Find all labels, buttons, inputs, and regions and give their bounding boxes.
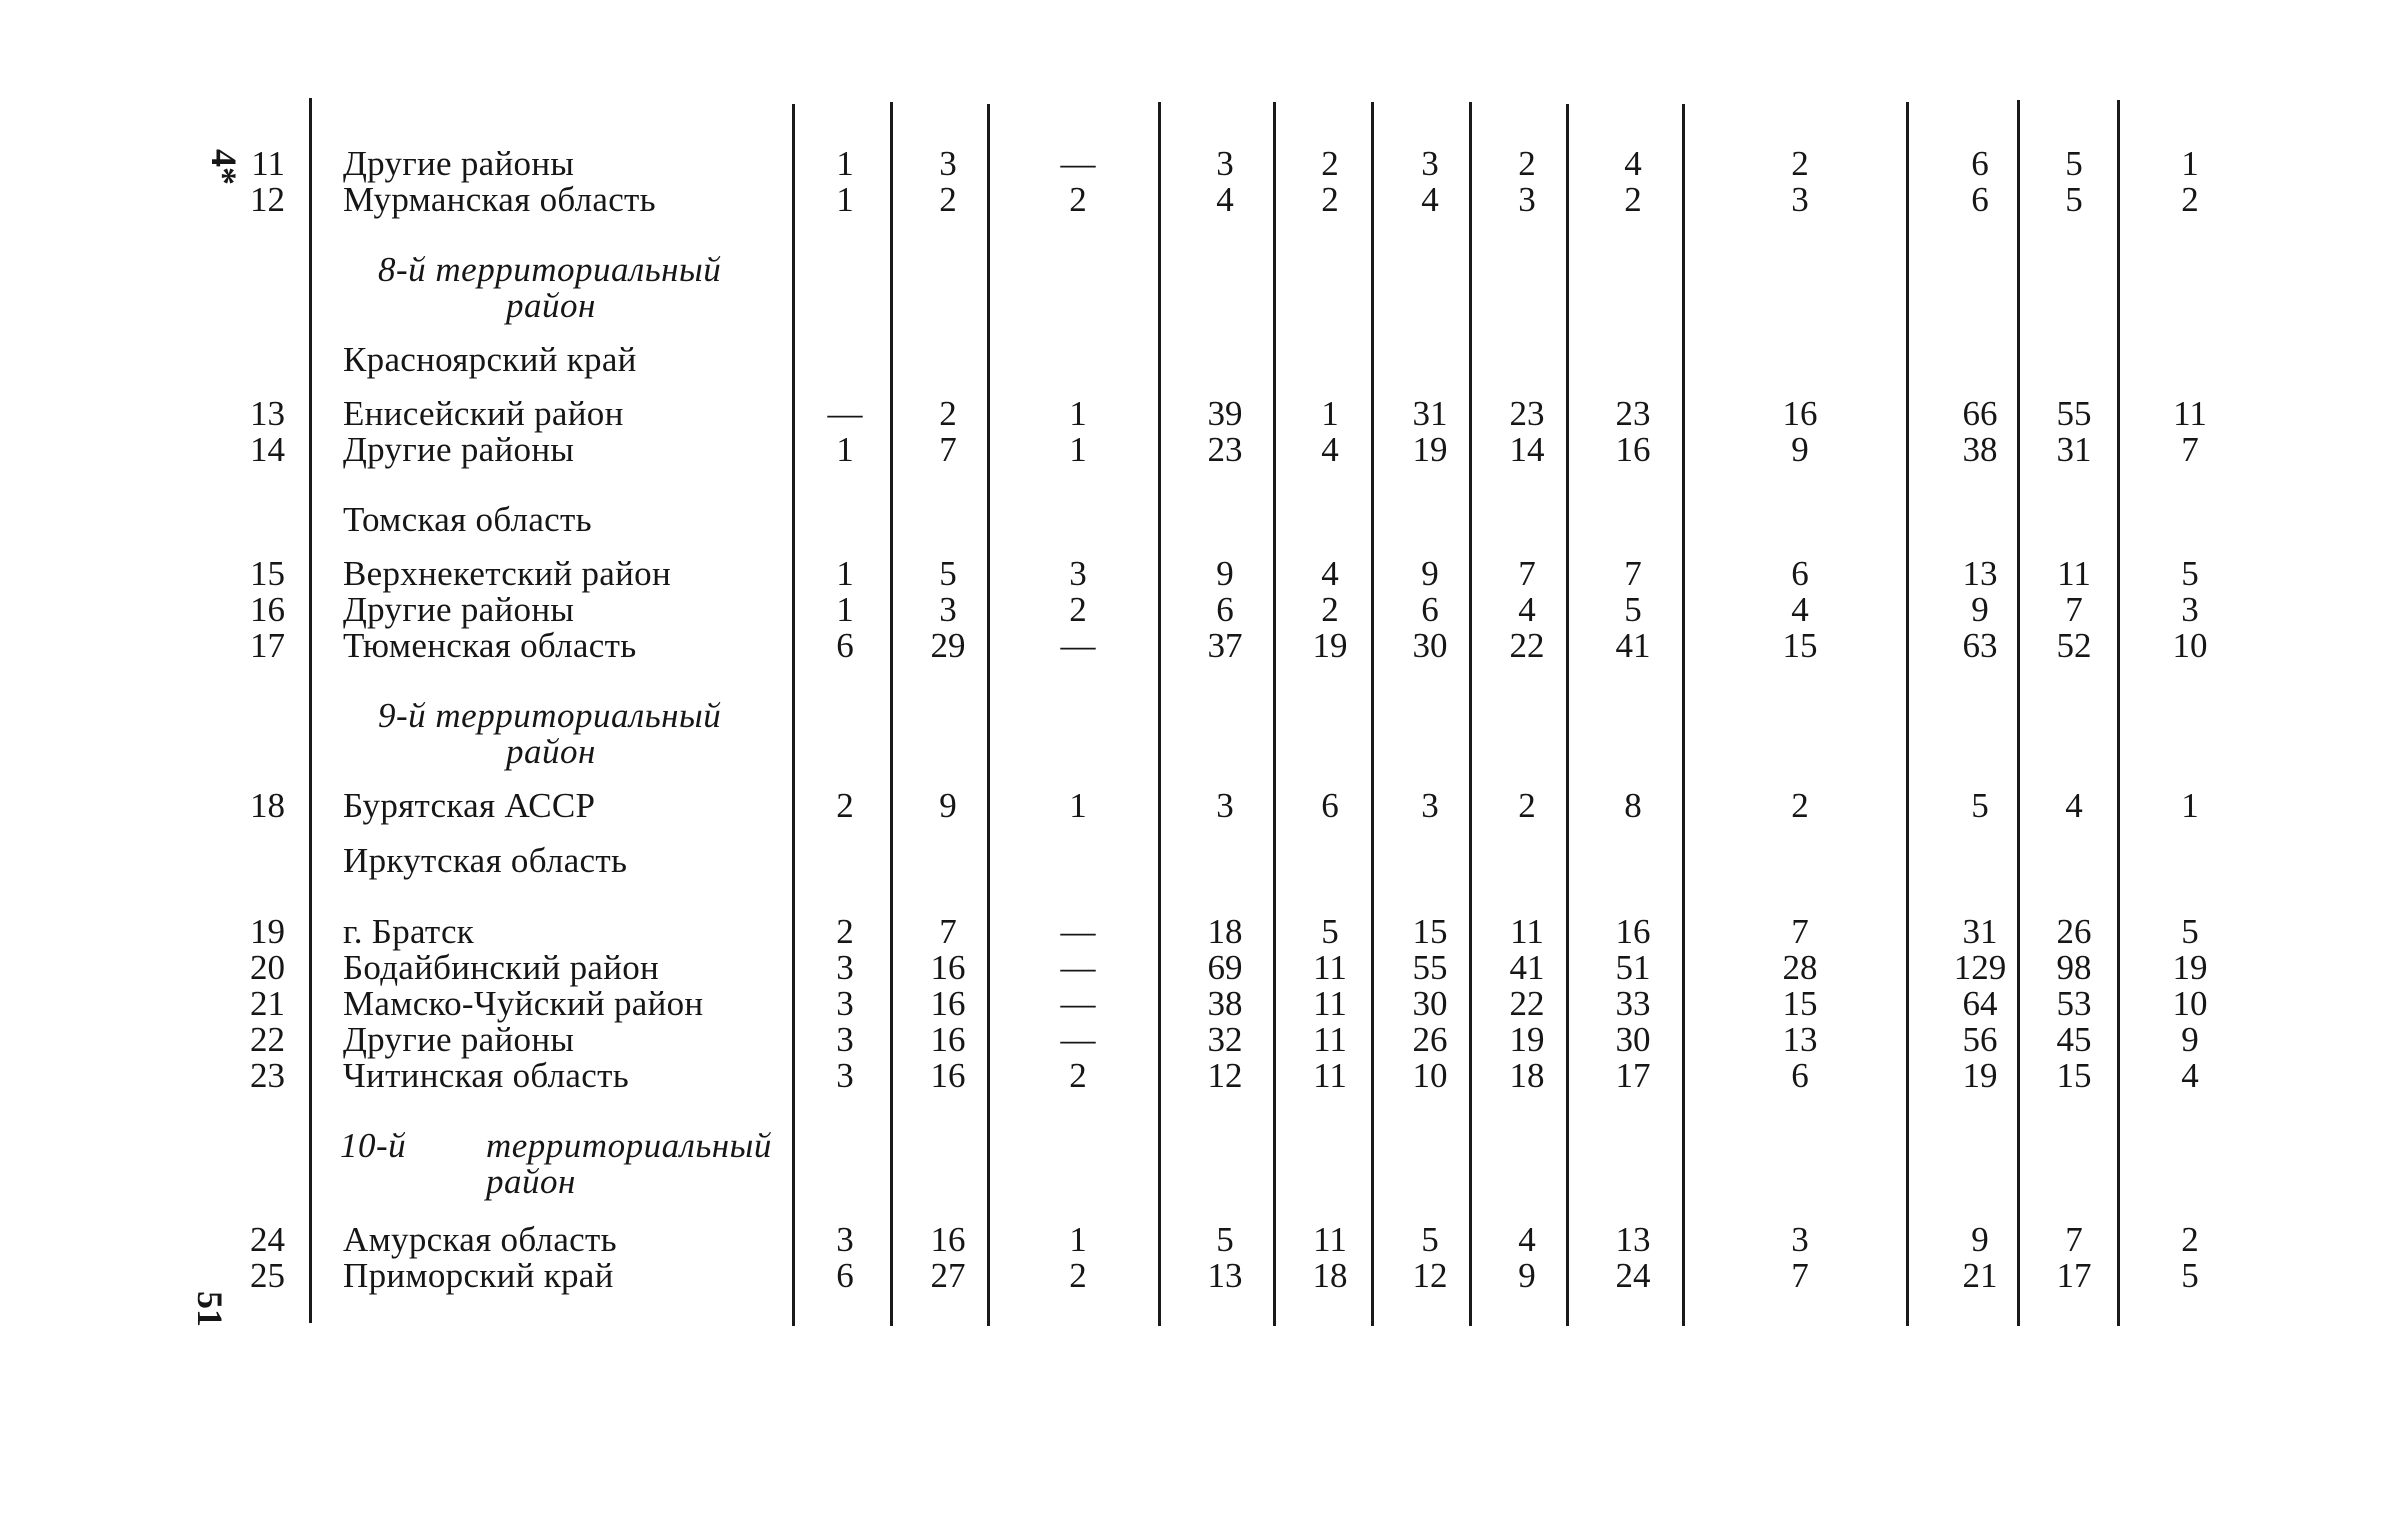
cell-col-9: 15 <box>1782 984 1818 1023</box>
cell-col-4: 38 <box>1207 984 1243 1023</box>
cell-col-2: 2 <box>939 180 957 219</box>
cell-col-11: 55 <box>2056 394 2092 433</box>
cell-col-6: 4 <box>1421 180 1439 219</box>
cell-col-3: 1 <box>1069 430 1087 469</box>
cell-col-4: 12 <box>1207 1056 1243 1095</box>
cell-col-3: 2 <box>1069 590 1087 629</box>
cell-col-12: 1 <box>2181 144 2199 183</box>
cell-col-12: 9 <box>2181 1020 2199 1059</box>
cell-col-7: 41 <box>1509 948 1545 987</box>
signature-marker: 4* <box>204 149 244 185</box>
cell-col-5: 1 <box>1321 394 1339 433</box>
cell-col-8: 41 <box>1615 626 1651 665</box>
row-name: Енисейский район <box>343 394 624 433</box>
cell-col-12: 2 <box>2181 1220 2199 1259</box>
row-number: 14 <box>250 430 285 469</box>
row-name: Бурятская АССР <box>343 786 596 825</box>
cell-col-5: 2 <box>1321 144 1339 183</box>
cell-col-8: 5 <box>1624 590 1642 629</box>
cell-col-1: — <box>827 394 863 433</box>
cell-col-3: 1 <box>1069 394 1087 433</box>
cell-col-9: 16 <box>1782 394 1818 433</box>
cell-col-5: 2 <box>1321 180 1339 219</box>
cell-col-6: 9 <box>1421 554 1439 593</box>
cell-col-2: 16 <box>930 984 966 1023</box>
cell-col-4: 4 <box>1216 180 1234 219</box>
rule-col-3 <box>987 104 990 1326</box>
cell-col-2: 16 <box>930 1220 966 1259</box>
cell-col-11: 52 <box>2056 626 2092 665</box>
cell-col-1: 6 <box>836 626 854 665</box>
cell-col-10: 6 <box>1971 144 1989 183</box>
cell-col-5: 6 <box>1321 786 1339 825</box>
cell-col-2: 9 <box>939 786 957 825</box>
cell-col-7: 22 <box>1509 984 1545 1023</box>
cell-col-8: 4 <box>1624 144 1642 183</box>
row-name: Другие районы <box>343 430 575 469</box>
row-number: 16 <box>250 590 285 629</box>
cell-col-4: 18 <box>1207 912 1243 951</box>
cell-col-10: 9 <box>1971 590 1989 629</box>
cell-col-3: 1 <box>1069 786 1087 825</box>
cell-col-2: 7 <box>939 430 957 469</box>
cell-col-6: 10 <box>1412 1056 1448 1095</box>
cell-col-8: 8 <box>1624 786 1642 825</box>
cell-col-8: 24 <box>1615 1256 1651 1295</box>
cell-col-4: 23 <box>1207 430 1243 469</box>
rule-rownum <box>309 98 312 1323</box>
cell-col-10: 31 <box>1962 912 1998 951</box>
cell-col-10: 5 <box>1971 786 1989 825</box>
row-name: Другие районы <box>343 1020 575 1059</box>
cell-col-8: 7 <box>1624 554 1642 593</box>
cell-col-1: 3 <box>836 984 854 1023</box>
cell-col-1: 3 <box>836 948 854 987</box>
cell-col-9: 6 <box>1791 554 1809 593</box>
cell-col-11: 7 <box>2065 1220 2083 1259</box>
cell-col-10: 66 <box>1962 394 1998 433</box>
cell-col-11: 15 <box>2056 1056 2092 1095</box>
row-number: 12 <box>250 180 285 219</box>
cell-col-3: 1 <box>1069 1220 1087 1259</box>
cell-col-12: 5 <box>2181 912 2199 951</box>
rule-col-1 <box>792 104 795 1326</box>
cell-col-3: — <box>1060 948 1096 987</box>
cell-col-6: 6 <box>1421 590 1439 629</box>
cell-col-2: 2 <box>939 394 957 433</box>
cell-col-6: 3 <box>1421 786 1439 825</box>
cell-col-5: 11 <box>1313 1220 1347 1259</box>
cell-col-9: 13 <box>1782 1020 1818 1059</box>
row-name: г. Братск <box>343 912 475 951</box>
cell-col-5: 11 <box>1313 984 1347 1023</box>
cell-col-3: — <box>1060 1020 1096 1059</box>
cell-col-8: 13 <box>1615 1220 1651 1259</box>
cell-col-10: 9 <box>1971 1220 1989 1259</box>
cell-col-12: 1 <box>2181 786 2199 825</box>
cell-col-9: 9 <box>1791 430 1809 469</box>
row-name: Читинская область <box>343 1056 629 1095</box>
cell-col-3: — <box>1060 984 1096 1023</box>
cell-col-9: 2 <box>1791 144 1809 183</box>
rule-col-4 <box>1158 102 1161 1326</box>
cell-col-10: 19 <box>1962 1056 1998 1095</box>
cell-col-2: 16 <box>930 948 966 987</box>
cell-col-8: 16 <box>1615 912 1651 951</box>
cell-col-10: 129 <box>1953 948 2007 987</box>
row-name: Приморский край <box>343 1256 614 1295</box>
cell-col-12: 4 <box>2181 1056 2199 1095</box>
section-heading-10-number: 10-й <box>340 1126 407 1165</box>
cell-col-7: 22 <box>1509 626 1545 665</box>
row-name: Тюменская область <box>343 626 637 665</box>
rule-col-9 <box>1682 104 1685 1326</box>
cell-col-7: 14 <box>1509 430 1545 469</box>
cell-col-11: 17 <box>2056 1256 2092 1295</box>
cell-col-8: 17 <box>1615 1056 1651 1095</box>
cell-col-11: 4 <box>2065 786 2083 825</box>
rule-col-7 <box>1469 102 1472 1326</box>
cell-col-2: 3 <box>939 590 957 629</box>
section-heading-8-line2: район <box>506 286 596 325</box>
cell-col-7: 9 <box>1518 1256 1536 1295</box>
cell-col-11: 5 <box>2065 144 2083 183</box>
cell-col-10: 38 <box>1962 430 1998 469</box>
cell-col-4: 6 <box>1216 590 1234 629</box>
cell-col-2: 16 <box>930 1020 966 1059</box>
cell-col-10: 64 <box>1962 984 1998 1023</box>
row-name: Бодайбинский район <box>343 948 660 987</box>
cell-col-5: 5 <box>1321 912 1339 951</box>
cell-col-1: 3 <box>836 1220 854 1259</box>
cell-col-4: 13 <box>1207 1256 1243 1295</box>
cell-col-5: 18 <box>1312 1256 1348 1295</box>
cell-col-7: 4 <box>1518 590 1536 629</box>
row-number: 13 <box>250 394 285 433</box>
cell-col-7: 11 <box>1510 912 1544 951</box>
cell-col-11: 26 <box>2056 912 2092 951</box>
cell-col-9: 15 <box>1782 626 1818 665</box>
cell-col-5: 11 <box>1313 1020 1347 1059</box>
cell-col-10: 21 <box>1962 1256 1998 1295</box>
cell-col-6: 15 <box>1412 912 1448 951</box>
cell-col-2: 29 <box>930 626 966 665</box>
cell-col-8: 16 <box>1615 430 1651 469</box>
cell-col-9: 4 <box>1791 590 1809 629</box>
cell-col-7: 18 <box>1509 1056 1545 1095</box>
cell-col-7: 23 <box>1509 394 1545 433</box>
rule-col-5 <box>1273 102 1276 1326</box>
row-name: Другие районы <box>343 144 575 183</box>
cell-col-6: 55 <box>1412 948 1448 987</box>
cell-col-9: 7 <box>1791 1256 1809 1295</box>
cell-col-6: 5 <box>1421 1220 1439 1259</box>
cell-col-3: — <box>1060 912 1096 951</box>
cell-col-12: 5 <box>2181 554 2199 593</box>
row-number: 15 <box>250 554 285 593</box>
cell-col-5: 2 <box>1321 590 1339 629</box>
cell-col-12: 10 <box>2172 626 2208 665</box>
row-number: 20 <box>250 948 285 987</box>
row-number: 24 <box>250 1220 285 1259</box>
cell-col-10: 56 <box>1962 1020 1998 1059</box>
cell-col-12: 2 <box>2181 180 2199 219</box>
row-number: 17 <box>250 626 285 665</box>
cell-col-7: 3 <box>1518 180 1536 219</box>
cell-col-11: 31 <box>2056 430 2092 469</box>
rule-col-11 <box>2017 100 2020 1326</box>
rule-col-8 <box>1566 104 1569 1326</box>
cell-col-1: 1 <box>836 180 854 219</box>
cell-col-4: 3 <box>1216 144 1234 183</box>
cell-col-6: 26 <box>1412 1020 1448 1059</box>
cell-col-6: 19 <box>1412 430 1448 469</box>
cell-col-2: 3 <box>939 144 957 183</box>
cell-col-9: 28 <box>1782 948 1818 987</box>
rule-col-2 <box>890 102 893 1326</box>
group-label-krasnoyarsk: Красноярский край <box>343 340 637 379</box>
row-number: 11 <box>251 144 285 183</box>
cell-col-1: 1 <box>836 144 854 183</box>
cell-col-12: 19 <box>2172 948 2208 987</box>
cell-col-6: 12 <box>1412 1256 1448 1295</box>
row-number: 23 <box>250 1056 285 1095</box>
cell-col-8: 51 <box>1615 948 1651 987</box>
cell-col-11: 5 <box>2065 180 2083 219</box>
cell-col-10: 6 <box>1971 180 1989 219</box>
cell-col-8: 23 <box>1615 394 1651 433</box>
cell-col-5: 11 <box>1313 1056 1347 1095</box>
cell-col-2: 27 <box>930 1256 966 1295</box>
cell-col-9: 3 <box>1791 1220 1809 1259</box>
cell-col-11: 45 <box>2056 1020 2092 1059</box>
cell-col-1: 3 <box>836 1020 854 1059</box>
cell-col-7: 2 <box>1518 786 1536 825</box>
cell-col-1: 2 <box>836 912 854 951</box>
cell-col-9: 7 <box>1791 912 1809 951</box>
cell-col-2: 5 <box>939 554 957 593</box>
cell-col-7: 4 <box>1518 1220 1536 1259</box>
cell-col-7: 19 <box>1509 1020 1545 1059</box>
rule-col-12 <box>2117 100 2120 1326</box>
cell-col-1: 1 <box>836 430 854 469</box>
cell-col-7: 7 <box>1518 554 1536 593</box>
cell-col-6: 3 <box>1421 144 1439 183</box>
cell-col-6: 30 <box>1412 984 1448 1023</box>
cell-col-3: 2 <box>1069 1056 1087 1095</box>
cell-col-1: 1 <box>836 590 854 629</box>
cell-col-4: 32 <box>1207 1020 1243 1059</box>
rule-col-10 <box>1906 102 1909 1326</box>
cell-col-5: 4 <box>1321 430 1339 469</box>
cell-col-1: 6 <box>836 1256 854 1295</box>
cell-col-12: 11 <box>2173 394 2207 433</box>
cell-col-4: 39 <box>1207 394 1243 433</box>
cell-col-12: 10 <box>2172 984 2208 1023</box>
cell-col-11: 11 <box>2057 554 2091 593</box>
row-name: Верхнекетский район <box>343 554 671 593</box>
cell-col-12: 5 <box>2181 1256 2199 1295</box>
cell-col-1: 1 <box>836 554 854 593</box>
cell-col-11: 7 <box>2065 590 2083 629</box>
cell-col-4: 37 <box>1207 626 1243 665</box>
row-number: 19 <box>250 912 285 951</box>
group-label-tomsk: Томская область <box>343 500 592 539</box>
row-number: 18 <box>250 786 285 825</box>
cell-col-6: 30 <box>1412 626 1448 665</box>
cell-col-11: 53 <box>2056 984 2092 1023</box>
cell-col-3: 2 <box>1069 1256 1087 1295</box>
cell-col-4: 3 <box>1216 786 1234 825</box>
cell-col-9: 6 <box>1791 1056 1809 1095</box>
cell-col-2: 16 <box>930 1056 966 1095</box>
row-number: 22 <box>250 1020 285 1059</box>
cell-col-2: 7 <box>939 912 957 951</box>
group-label-irkutsk: Иркутская область <box>343 841 628 880</box>
cell-col-5: 4 <box>1321 554 1339 593</box>
row-name: Мамско-Чуйский район <box>343 984 704 1023</box>
cell-col-5: 11 <box>1313 948 1347 987</box>
section-heading-8: 8-й территориальный <box>378 250 722 289</box>
cell-col-8: 33 <box>1615 984 1651 1023</box>
row-name: Амурская область <box>343 1220 617 1259</box>
cell-col-3: 3 <box>1069 554 1087 593</box>
cell-col-6: 31 <box>1412 394 1448 433</box>
cell-col-1: 3 <box>836 1056 854 1095</box>
cell-col-8: 2 <box>1624 180 1642 219</box>
cell-col-9: 2 <box>1791 786 1809 825</box>
section-heading-9-line2: район <box>506 732 596 771</box>
cell-col-1: 2 <box>836 786 854 825</box>
cell-col-10: 63 <box>1962 626 1998 665</box>
cell-col-3: 2 <box>1069 180 1087 219</box>
cell-col-3: — <box>1060 144 1096 183</box>
cell-col-12: 7 <box>2181 430 2199 469</box>
cell-col-4: 5 <box>1216 1220 1234 1259</box>
page-number: 51 <box>190 1291 230 1327</box>
row-name: Другие районы <box>343 590 575 629</box>
row-name: Мурманская область <box>343 180 656 219</box>
cell-col-5: 19 <box>1312 626 1348 665</box>
cell-col-4: 69 <box>1207 948 1243 987</box>
section-heading-9: 9-й территориальный <box>378 696 722 735</box>
cell-col-4: 9 <box>1216 554 1234 593</box>
section-heading-10: территориальный <box>486 1126 772 1165</box>
cell-col-12: 3 <box>2181 590 2199 629</box>
cell-col-7: 2 <box>1518 144 1536 183</box>
rule-col-6 <box>1371 102 1374 1326</box>
cell-col-11: 98 <box>2056 948 2092 987</box>
row-number: 21 <box>250 984 285 1023</box>
cell-col-8: 30 <box>1615 1020 1651 1059</box>
cell-col-10: 13 <box>1962 554 1998 593</box>
cell-col-3: — <box>1060 626 1096 665</box>
row-number: 25 <box>250 1256 285 1295</box>
section-heading-10-line2: район <box>486 1162 576 1201</box>
cell-col-9: 3 <box>1791 180 1809 219</box>
